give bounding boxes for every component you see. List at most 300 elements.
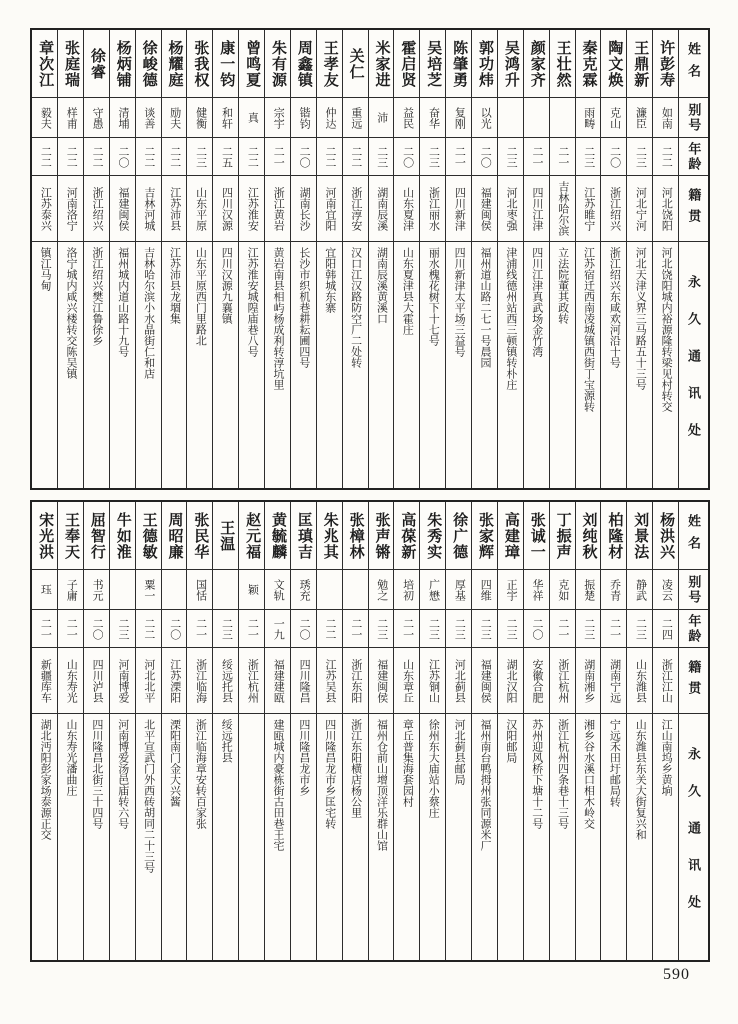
person-address: 吉林哈尔滨小水晶街仁和店 xyxy=(142,247,155,379)
person-alias xyxy=(110,570,135,610)
person-name: 张诚一 xyxy=(524,502,549,570)
person-age: 二二 xyxy=(84,138,109,176)
person-age: 二三 xyxy=(213,610,238,648)
person-native: 浙江江山 xyxy=(653,648,678,714)
person-address: 镇江马甸 xyxy=(39,247,52,291)
person-column xyxy=(109,502,135,960)
person-column xyxy=(393,30,419,488)
person-name: 关仁 xyxy=(343,30,368,98)
person-column xyxy=(523,502,549,960)
person-column xyxy=(652,30,678,488)
person-alias: 子庸 xyxy=(58,570,83,610)
person-native: 河北枣强 xyxy=(498,176,523,242)
person-age: 二三 xyxy=(110,610,135,648)
person-name: 杨耀庭 xyxy=(162,30,187,98)
person-native: 山东寿光 xyxy=(58,648,83,714)
person-native: 湖北汉阳 xyxy=(498,648,523,714)
person-column xyxy=(135,30,161,488)
person-name: 丁振声 xyxy=(550,502,575,570)
person-column xyxy=(57,502,83,960)
person-alias: 宗宇 xyxy=(265,98,290,138)
person-address: 浙江东阳横店杨公里 xyxy=(349,719,362,818)
person-name: 高葆新 xyxy=(394,502,419,570)
person-native: 浙江绍兴 xyxy=(601,176,626,242)
person-address: 四川隆昌北街三十四号 xyxy=(90,719,103,829)
person-name: 徐广德 xyxy=(446,502,471,570)
person-column xyxy=(575,502,601,960)
person-alias: 书元 xyxy=(84,570,109,610)
person-address: 湖南辰溪黄溪口 xyxy=(375,247,388,324)
person-alias: 文轨 xyxy=(265,570,290,610)
person-age: 二二 xyxy=(162,138,187,176)
person-name: 朱兆其 xyxy=(317,502,342,570)
person-address: 四川汉源九襄镇 xyxy=(220,247,233,324)
person-name: 朱秀实 xyxy=(420,502,445,570)
person-column xyxy=(549,30,575,488)
person-column xyxy=(497,502,523,960)
person-address: 四川江津真武场金竹湾 xyxy=(530,247,543,357)
person-age: 二一 xyxy=(265,138,290,176)
person-column xyxy=(212,502,238,960)
person-alias: 以光 xyxy=(472,98,497,138)
person-column xyxy=(83,502,109,960)
person-age: 二三 xyxy=(472,610,497,648)
person-native: 江苏沛县 xyxy=(162,176,187,242)
person-age: 二〇 xyxy=(84,610,109,648)
person-alias: 毅夫 xyxy=(32,98,57,138)
person-column xyxy=(83,30,109,488)
directory-table-bottom xyxy=(30,500,710,962)
person-alias: 国恬 xyxy=(187,570,212,610)
person-native: 湖南宁远 xyxy=(601,648,626,714)
person-age: 二三 xyxy=(627,610,652,648)
person-name: 王德敏 xyxy=(136,502,161,570)
person-name: 陶文焕 xyxy=(601,30,626,98)
person-alias: 四维 xyxy=(472,570,497,610)
person-name: 张声锵 xyxy=(369,502,394,570)
person-alias xyxy=(317,570,342,610)
person-native: 四川新津 xyxy=(446,176,471,242)
person-address: 山东寿光潘曲庄 xyxy=(64,719,77,796)
person-column xyxy=(109,30,135,488)
person-native: 吉林哈尔滨 xyxy=(550,176,575,242)
person-native: 四川泸县 xyxy=(84,648,109,714)
person-alias: 励夫 xyxy=(162,98,187,138)
person-age: 二四 xyxy=(653,610,678,648)
person-column xyxy=(135,502,161,960)
column-header-name: 姓名 xyxy=(679,30,708,98)
person-native: 河北北平 xyxy=(136,648,161,714)
person-native: 新疆库车 xyxy=(32,648,57,714)
person-native: 浙江丽水 xyxy=(420,176,445,242)
person-alias: 颖 xyxy=(239,570,264,610)
person-native: 河北蓟县 xyxy=(446,648,471,714)
person-alias: 如南 xyxy=(653,98,678,138)
person-alias: 益民 xyxy=(394,98,419,138)
person-column xyxy=(471,502,497,960)
person-name: 王鼎新 xyxy=(627,30,652,98)
person-age: 二三 xyxy=(187,138,212,176)
person-name: 杨洪兴 xyxy=(653,502,678,570)
person-column xyxy=(626,502,652,960)
person-column xyxy=(238,30,264,488)
person-address: 四川新津太平场三益号 xyxy=(453,247,466,357)
person-native: 江苏泰兴 xyxy=(32,176,57,242)
person-name: 周昭廉 xyxy=(162,502,187,570)
person-native: 河南洛宁 xyxy=(58,176,83,242)
person-native: 福建闽侯 xyxy=(369,648,394,714)
person-native: 江苏铜山 xyxy=(420,648,445,714)
person-column xyxy=(57,30,83,488)
person-native: 福建建瓯 xyxy=(265,648,290,714)
column-header-name: 姓名 xyxy=(679,502,708,570)
person-name: 康一钧 xyxy=(213,30,238,98)
person-column xyxy=(600,502,626,960)
person-name: 朱有源 xyxy=(265,30,290,98)
person-native: 山东夏津 xyxy=(394,176,419,242)
person-alias: 雨畴 xyxy=(576,98,601,138)
person-alias: 谈善 xyxy=(136,98,161,138)
person-address: 湖北沔阳彭家场泰源正交 xyxy=(39,719,52,840)
person-column xyxy=(238,502,264,960)
person-column xyxy=(290,30,316,488)
person-age: 二二 xyxy=(136,138,161,176)
person-column xyxy=(316,30,342,488)
person-age: 二一 xyxy=(446,138,471,176)
person-column xyxy=(419,502,445,960)
person-age: 二〇 xyxy=(291,610,316,648)
person-alias: 仲达 xyxy=(317,98,342,138)
person-age: 二三 xyxy=(369,610,394,648)
page-number: 590 xyxy=(663,966,690,983)
person-column xyxy=(600,30,626,488)
person-address: 四川隆昌龙市乡匡宅转 xyxy=(323,719,336,829)
person-alias: 厚基 xyxy=(446,570,471,610)
person-alias: 华祥 xyxy=(524,570,549,610)
person-name: 王温 xyxy=(213,502,238,570)
person-name: 王壮然 xyxy=(550,30,575,98)
person-native: 河北饶阳 xyxy=(653,176,678,242)
person-age: 二一 xyxy=(550,138,575,176)
person-native: 浙江绍兴 xyxy=(84,176,109,242)
person-age: 二二 xyxy=(653,138,678,176)
person-column xyxy=(342,30,368,488)
person-name: 张樟林 xyxy=(343,502,368,570)
person-column xyxy=(497,30,523,488)
person-name: 徐睿 xyxy=(84,30,109,98)
person-column xyxy=(523,30,549,488)
person-column xyxy=(419,30,445,488)
person-native: 浙江杭州 xyxy=(239,648,264,714)
person-name: 霍启贤 xyxy=(394,30,419,98)
directory-table-top xyxy=(30,28,710,490)
person-address: 汉阳邮局 xyxy=(504,719,517,763)
person-alias: 濂臣 xyxy=(627,98,652,138)
person-address: 福州城内道山路十九号 xyxy=(116,247,129,357)
person-alias: 重远 xyxy=(343,98,368,138)
person-alias xyxy=(343,570,368,610)
person-name: 秦克霖 xyxy=(576,30,601,98)
person-address: 山东平原西门里路北 xyxy=(194,247,207,346)
person-age: 二〇 xyxy=(601,138,626,176)
person-age: 二〇 xyxy=(291,138,316,176)
person-name: 章次江 xyxy=(32,30,57,98)
person-column xyxy=(368,30,394,488)
person-column xyxy=(264,502,290,960)
person-age: 二一 xyxy=(32,610,57,648)
person-native: 江苏溧阳 xyxy=(162,648,187,714)
person-age: 二三 xyxy=(420,138,445,176)
person-address: 山东夏津县大霍庄 xyxy=(401,247,414,335)
person-name: 陈肇勇 xyxy=(446,30,471,98)
person-name: 吴鸿升 xyxy=(498,30,523,98)
person-address: 丽水槐花树下十七号 xyxy=(427,247,440,346)
person-name: 高建璋 xyxy=(498,502,523,570)
person-column xyxy=(186,30,212,488)
person-address: 宁远禾田圩邮局转 xyxy=(608,719,621,807)
person-column xyxy=(549,502,575,960)
person-address: 河北天津义界三马路五十三号 xyxy=(634,247,647,390)
person-column xyxy=(316,502,342,960)
column-header-age: 年龄 xyxy=(679,138,708,176)
person-name: 张我权 xyxy=(187,30,212,98)
person-column xyxy=(264,30,290,488)
person-name: 柏隆材 xyxy=(601,502,626,570)
person-address: 徐州东大庙站小蔡庄 xyxy=(427,719,440,818)
person-alias xyxy=(550,98,575,138)
person-age: 二〇 xyxy=(110,138,135,176)
person-alias: 静武 xyxy=(627,570,652,610)
person-age: 二〇 xyxy=(162,610,187,648)
person-column xyxy=(445,30,471,488)
person-column xyxy=(471,30,497,488)
person-age: 二二 xyxy=(317,610,342,648)
person-native: 福建闽侯 xyxy=(110,176,135,242)
person-name: 米家进 xyxy=(369,30,394,98)
person-name: 张民华 xyxy=(187,502,212,570)
person-age: 二二 xyxy=(58,138,83,176)
person-name: 王奉天 xyxy=(58,502,83,570)
person-alias xyxy=(524,98,549,138)
person-alias: 锴钧 xyxy=(291,98,316,138)
column-header-alias: 别号 xyxy=(679,98,708,138)
person-native: 江苏淮安 xyxy=(239,176,264,242)
person-alias: 振楚 xyxy=(576,570,601,610)
person-native: 四川隆昌 xyxy=(291,648,316,714)
person-age: 二一 xyxy=(187,610,212,648)
person-address: 江山南坞乡黄垧 xyxy=(660,719,673,796)
person-address: 浙江绍兴东咸欢河沿十号 xyxy=(608,247,621,368)
person-alias: 健衡 xyxy=(187,98,212,138)
person-address: 苏州迎风桥下塘十二号 xyxy=(530,719,543,829)
table-header-column xyxy=(678,30,708,488)
person-address: 河北饶阳城内裕源隆转梁见村转交 xyxy=(660,247,673,412)
person-address: 江苏沛县龙堌集 xyxy=(168,247,181,324)
person-native: 浙江东阳 xyxy=(343,648,368,714)
person-alias: 乔青 xyxy=(601,570,626,610)
person-name: 宋光洪 xyxy=(32,502,57,570)
person-age: 二〇 xyxy=(472,138,497,176)
column-header-address: 永久通讯处 xyxy=(686,747,701,932)
person-address: 溧阳南门金大兴酱 xyxy=(168,719,181,807)
person-native: 福建闽侯 xyxy=(472,176,497,242)
person-alias: 广懋 xyxy=(420,570,445,610)
person-name: 张庭瑞 xyxy=(58,30,83,98)
column-header-alias: 别号 xyxy=(679,570,708,610)
person-address: 宜阳韩城东寨 xyxy=(323,247,336,313)
person-age: 二一 xyxy=(550,610,575,648)
person-age: 二一 xyxy=(524,138,549,176)
person-age: 二二 xyxy=(239,138,264,176)
person-address: 山东潍县东关大街复兴和 xyxy=(634,719,647,840)
person-address: 福州道山路二七一号晨园 xyxy=(478,247,491,368)
person-name: 刘纯秋 xyxy=(576,502,601,570)
table-header-column xyxy=(678,502,708,960)
person-name: 吴培芝 xyxy=(420,30,445,98)
person-name: 匡瑱吉 xyxy=(291,502,316,570)
person-address: 建瓯城内豪栋街古田巷王宅 xyxy=(271,719,284,851)
person-age: 二五 xyxy=(213,138,238,176)
person-address: 四川隆昌龙市乡 xyxy=(297,719,310,796)
person-native: 江苏吴县 xyxy=(317,648,342,714)
person-native: 绥远托县 xyxy=(213,648,238,714)
person-age: 二三 xyxy=(446,610,471,648)
person-column xyxy=(32,30,57,488)
person-address: 江苏淮安城隍庙巷八号 xyxy=(246,247,259,357)
person-native: 四川汉源 xyxy=(213,176,238,242)
person-native: 浙江淳安 xyxy=(343,176,368,242)
person-native: 浙江临海 xyxy=(187,648,212,714)
person-address: 北平宣武门外西砖胡同二十三号 xyxy=(142,719,155,873)
person-alias xyxy=(213,570,238,610)
person-column xyxy=(626,30,652,488)
person-alias: 凌云 xyxy=(653,570,678,610)
person-address: 黄岩南县相屿杨成利转淳坑里 xyxy=(271,247,284,390)
person-age: 二一 xyxy=(394,610,419,648)
person-alias: 粟一 xyxy=(136,570,161,610)
person-address: 浙江绍兴樊江鲁徐乡 xyxy=(90,247,103,346)
person-name: 牛如淮 xyxy=(110,502,135,570)
person-address: 立法院董其政转 xyxy=(556,247,569,324)
person-age: 二三 xyxy=(369,138,394,176)
person-alias: 真 xyxy=(239,98,264,138)
person-name: 徐峻德 xyxy=(136,30,161,98)
person-column xyxy=(368,502,394,960)
person-age: 二〇 xyxy=(524,610,549,648)
person-alias: 勉之 xyxy=(369,570,394,610)
person-alias: 琇充 xyxy=(291,570,316,610)
person-native: 浙江杭州 xyxy=(550,648,575,714)
person-name: 许彭寿 xyxy=(653,30,678,98)
person-age: 二三 xyxy=(498,610,523,648)
person-alias: 珏 xyxy=(32,570,57,610)
person-native: 湖南长沙 xyxy=(291,176,316,242)
person-alias: 沛 xyxy=(369,98,394,138)
person-column xyxy=(212,30,238,488)
person-age: 一九 xyxy=(265,610,290,648)
person-native: 河北宁河 xyxy=(627,176,652,242)
person-address: 绥远托县 xyxy=(220,719,233,763)
person-column xyxy=(342,502,368,960)
person-address: 河北蓟县邮局 xyxy=(453,719,466,785)
person-name: 郭功炜 xyxy=(472,30,497,98)
person-column xyxy=(32,502,57,960)
person-column xyxy=(161,502,187,960)
person-native: 湖南辰溪 xyxy=(369,176,394,242)
person-alias: 守愚 xyxy=(84,98,109,138)
person-native: 山东平原 xyxy=(187,176,212,242)
person-address: 浙江杭州四条巷十三号 xyxy=(556,719,569,829)
person-alias xyxy=(162,570,187,610)
person-alias: 清埔 xyxy=(110,98,135,138)
person-alias: 培初 xyxy=(394,570,419,610)
person-name: 杨炳铺 xyxy=(110,30,135,98)
person-address: 福州仓前山增顶洋乐群山馆 xyxy=(375,719,388,851)
person-column xyxy=(652,502,678,960)
person-column xyxy=(575,30,601,488)
person-age: 二一 xyxy=(239,610,264,648)
person-native: 山东章丘 xyxy=(394,648,419,714)
person-address: 津浦线德州站西三顿镇转朴庄 xyxy=(504,247,517,390)
column-header-native: 籍贯 xyxy=(679,648,708,714)
person-native: 河南博爱 xyxy=(110,648,135,714)
person-alias: 复刚 xyxy=(446,98,471,138)
person-name: 曾鸣夏 xyxy=(239,30,264,98)
person-age: 二二 xyxy=(136,610,161,648)
person-native: 河南宜阳 xyxy=(317,176,342,242)
person-alias: 奋华 xyxy=(420,98,445,138)
person-native: 安徽合肥 xyxy=(524,648,549,714)
person-column xyxy=(290,502,316,960)
person-native: 吉林河城 xyxy=(136,176,161,242)
person-name: 刘景法 xyxy=(627,502,652,570)
person-name: 赵元福 xyxy=(239,502,264,570)
person-name: 颜家齐 xyxy=(524,30,549,98)
person-age: 二〇 xyxy=(394,138,419,176)
person-address: 浙江临海章安转百家张 xyxy=(194,719,207,829)
person-address xyxy=(239,714,264,960)
person-column xyxy=(161,30,187,488)
person-address: 洛宁城内咸兴楼转交陈吴镇 xyxy=(64,247,77,379)
person-age: 二二 xyxy=(343,138,368,176)
person-name: 黄毓麟 xyxy=(265,502,290,570)
person-column xyxy=(445,502,471,960)
person-age: 二二 xyxy=(32,138,57,176)
person-alias: 正宇 xyxy=(498,570,523,610)
person-alias: 克山 xyxy=(601,98,626,138)
person-alias: 和轩 xyxy=(213,98,238,138)
person-alias: 克如 xyxy=(550,570,575,610)
person-age: 二三 xyxy=(627,138,652,176)
person-native: 湖南湘乡 xyxy=(576,648,601,714)
person-age: 二二 xyxy=(317,138,342,176)
person-native: 福建闽侯 xyxy=(472,648,497,714)
person-address: 汉口江汉路防空厂二处转 xyxy=(349,247,362,368)
column-header-native: 籍贯 xyxy=(679,176,708,242)
person-column xyxy=(186,502,212,960)
person-native: 山东潍县 xyxy=(627,648,652,714)
person-age: 二三 xyxy=(498,138,523,176)
column-header-address: 永久通讯处 xyxy=(686,275,701,460)
person-address: 河南博爱汤邑庙转六号 xyxy=(116,719,129,829)
person-age: 二三 xyxy=(576,610,601,648)
person-name: 屈智行 xyxy=(84,502,109,570)
person-age: 二一 xyxy=(343,610,368,648)
person-age: 二一 xyxy=(601,610,626,648)
person-address: 章丘普集海套园村 xyxy=(401,719,414,807)
person-column xyxy=(393,502,419,960)
person-native: 浙江黄岩 xyxy=(265,176,290,242)
